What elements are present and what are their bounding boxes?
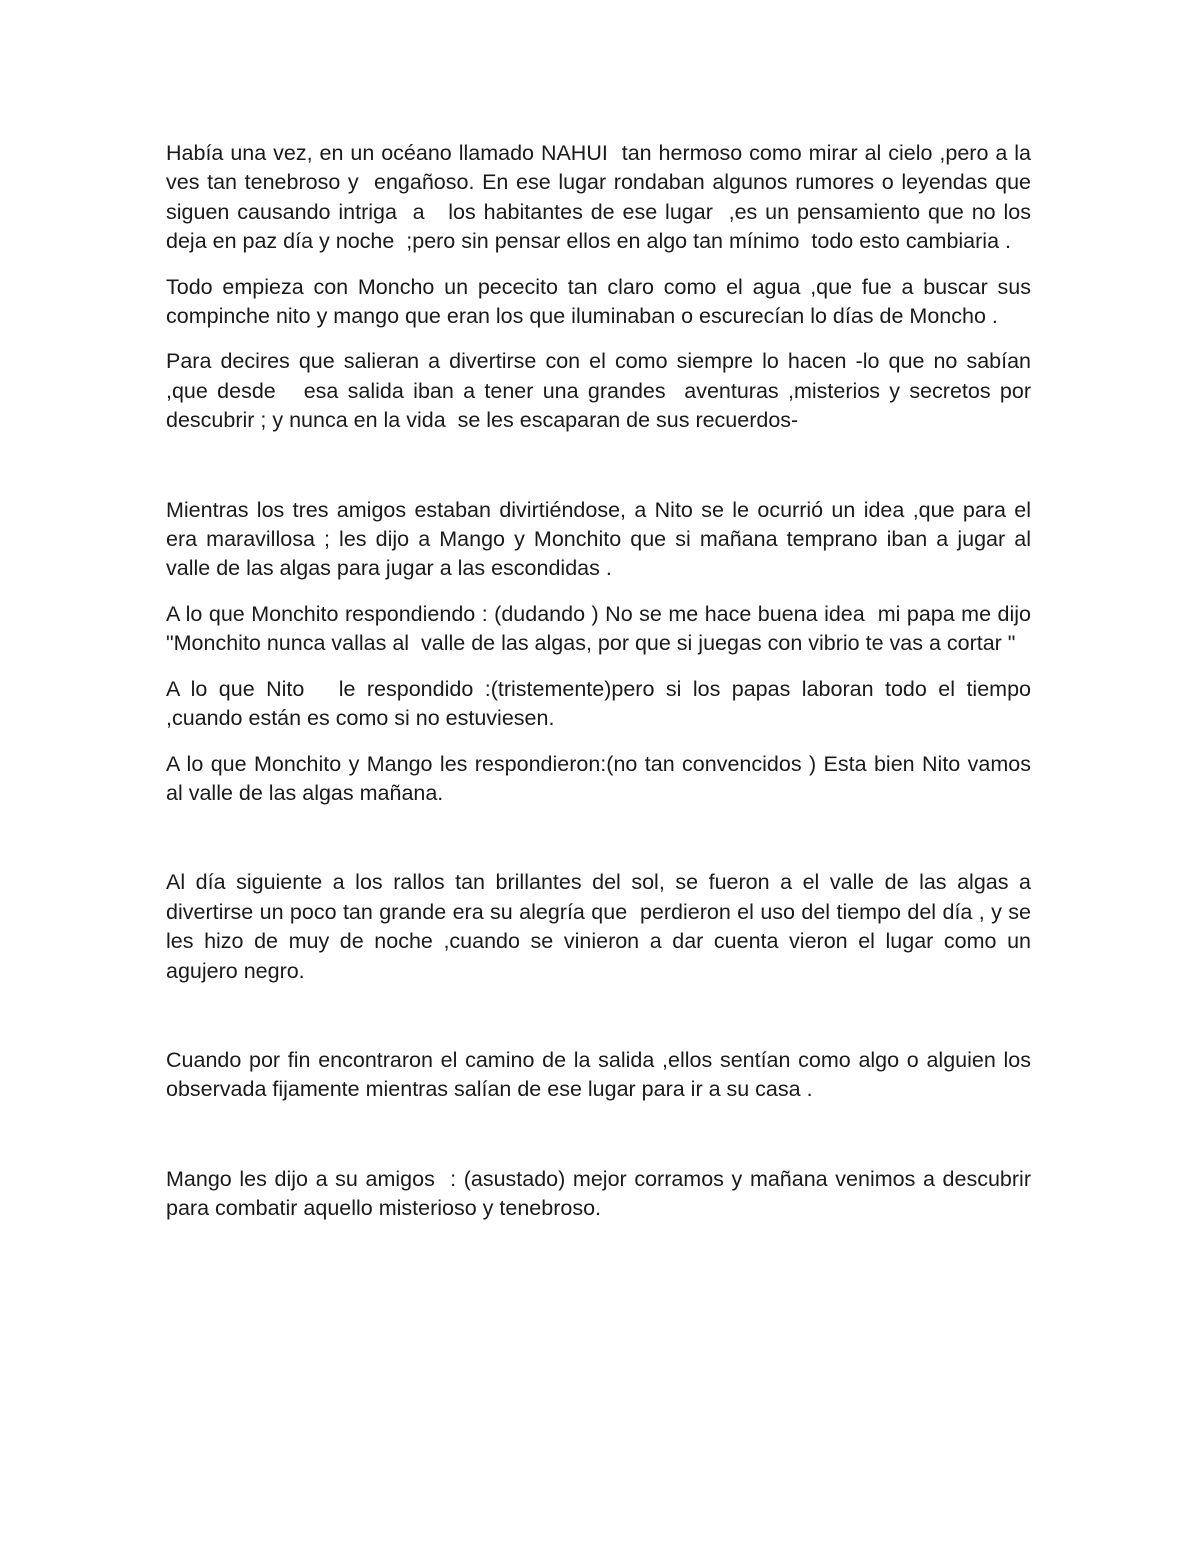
paragraph-8: Al día siguiente a los rallos tan brillantes del sol, se fueron a el valle de las algas a divertirse un poco tan grande era su alegría que perdieron el uso del tiempo del día , y se les hizo de muy de noche ,cuando se vinieron a dar cuenta vieron el lugar como un agujero negro. [166, 870, 1043, 983]
paragraph-5: A lo que Monchito respondiendo : (dudando ) No se me hace buena idea mi papa me dijo "Monchito nunca vallas al valle de las algas, por que si juegas con vibrio te vas a cortar " [166, 601, 1037, 656]
paragraph-10: Mango les dijo a su amigos : (asustado) mejor corramos y mañana venimos a descubrir para combatir aquello misterioso y tenebroso. [166, 1166, 1043, 1221]
paragraph-1: Había una vez, en un océano llamado NAHUI tan hermoso como mirar al cielo ,pero a la ves tan tenebroso y engañoso. En ese lugar rondaban algunos rumores o leyendas que siguen causando intriga a los habitantes de ese lugar ,es un pensamiento que no los deja en paz día y noche ;pero sin pensar ellos en algo tan mínimo todo esto cambiaria . [166, 141, 1037, 254]
paragraph-7: A lo que Monchito y Mango les respondieron:(no tan convencidos ) Esta bien Nito vamos al valle de las algas mañana. [166, 751, 1037, 805]
paragraph-2: Todo empieza con Moncho un pececito tan claro como el agua ,que fue a buscar sus compinche nito y mango que eran los que iluminaban o escurecían lo días de Moncho . [166, 274, 1037, 329]
paragraph-6: A lo que Nito le respondido :(tristemente)pero si los papas laboran todo el tiempo ,cuando están es como si no estuviesen. [166, 676, 1037, 731]
paragraph-3: Para decires que salieran a divertirse con el como siempre lo hacen -lo que no sabían ,que desde esa salida iban a tener una grandes aventuras ,misterios y secretos por descubrir ; y nunca en la vida se les escaparan de sus recuerdos- [166, 349, 1037, 433]
paragraph-4: Mientras los tres amigos estaban divirtiéndose, a Nito se le ocurrió un idea ,que para el era maravillosa ; les dijo a Mango y Monchito que si mañana temprano iban a jugar al valle de las algas para jugar a las escondidas . [166, 497, 1043, 581]
document-body [166, 139, 1043, 1224]
paragraph-9: Cuando por fin encontraron el camino de la salida ,ellos sentían como algo o alguien los observada fijamente mientras salían de ese lugar para ir a su casa . [166, 1047, 1037, 1102]
